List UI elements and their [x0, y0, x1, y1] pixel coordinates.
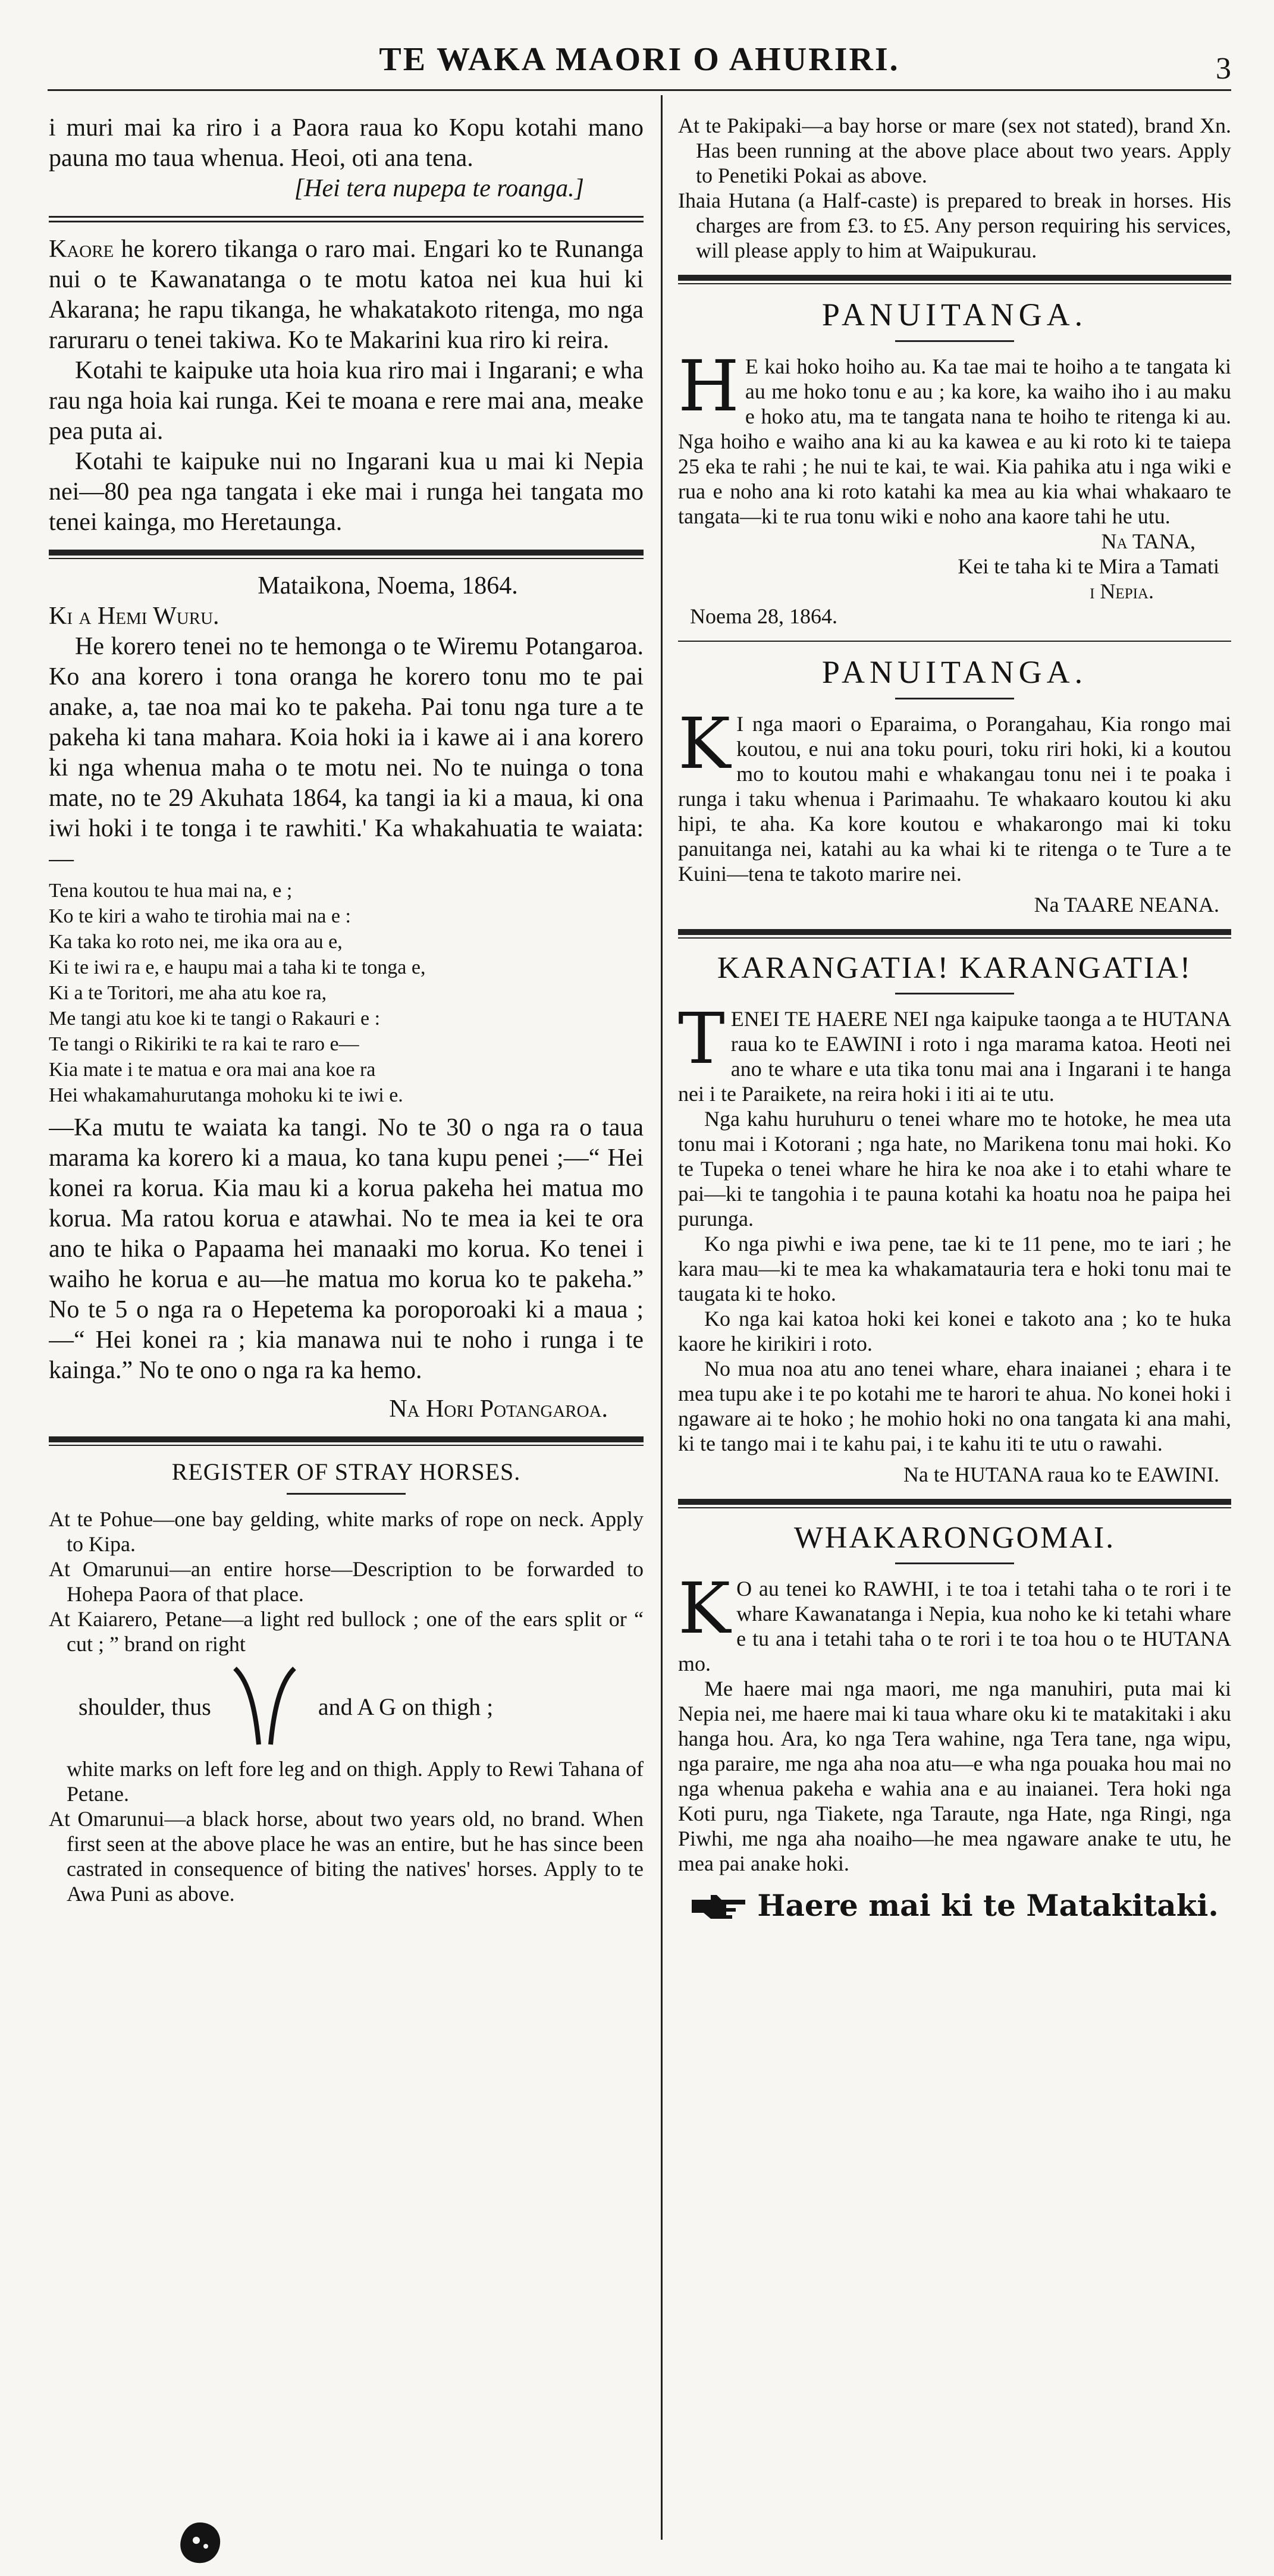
register-title-rule: [287, 1493, 406, 1495]
register-entry-3b: white marks on left fore leg and on thigh. Apply to Rewi Tahana of Petane.: [67, 1757, 644, 1806]
brand-mark-icon: [223, 1665, 306, 1748]
karangatia-signature: Na te HUTANA raua ko te EAWINI.: [903, 1463, 1219, 1486]
whakarongo-paragraph-1: [678, 1567, 1231, 1676]
section-rule-heavy: [678, 275, 1231, 284]
column-divider: [661, 95, 663, 2540]
poem-line: Ki a te Toritori, me aha atu koe ra,: [49, 982, 327, 1004]
notice-1-title: PANUITANGA.: [821, 297, 1088, 332]
letter-salutation: Ki a Hemi Wuru.: [49, 603, 219, 630]
brand-illustration-row: [49, 1665, 644, 1748]
article-text-1: he korero tikanga o raro mai. Engari ko te Runanga nui o te Kawanatanga o te motu katoa nei kua hui ki Akarana; he rapu tikanga, he whakatakoto ritenga, mo nga raruraru o tenei takiwa. Ko te Makarini kua riro ki reira.: [49, 236, 644, 354]
intro-signoff: [Hei tera nupepa te roanga.]: [294, 175, 584, 202]
poem-line: Hei whakamahurutanga mohoku ki te iwi e.: [49, 1084, 403, 1106]
karangatia-paragraph-1: [678, 997, 1231, 1106]
poem-line: Ka taka ko roto nei, me ika ora au e,: [49, 931, 343, 953]
poem-line: Te tangi o Rikiriki te ra kai te raro e—: [49, 1033, 359, 1055]
section-rule-heavy: [49, 1436, 644, 1446]
register-title: REGISTER OF STRAY HORSES.: [171, 1458, 521, 1485]
karangatia-paragraph-3: Ko nga piwhi e iwa pene, tae ki te 11 pene, mo te iari ; he kara mau—ki te mea ka whakamatauria tera e hoki tonu mai te taugata ki te hoko.: [678, 1232, 1231, 1306]
notice-2-signature: Na TAARE NEANA.: [1034, 893, 1219, 917]
notice-1-signature: Na TANA,: [1101, 529, 1195, 553]
poem-line: Tena koutou te hua mai na, e ;: [49, 880, 293, 902]
article-lead-word: Kaore: [49, 236, 114, 263]
notice-1-place: i Nepia.: [1090, 579, 1154, 603]
letter-signature: Na Hori Potangaroa.: [389, 1395, 608, 1423]
notice-2-dropcap: K: [678, 702, 731, 785]
poem-line: Ki te iwi ra e, e haupu mai a taha ki te tonga e,: [49, 956, 426, 978]
whakarongo-footer-text: Haere mai ki te Matakitaki.: [757, 1888, 1219, 1923]
whakarongo-text-1: O au tenei ko RAWHI, i te toa i tetahi taha o te rori i te whare Kawanatanga i Nepia, kua noho ke ki tetahi whare e tu ana i tetahi taha o te rori i te toa hou o te HUTANA mo.: [678, 1577, 1231, 1676]
notice-1-text: E kai hoko hoiho au. Ka tae mai te hoiho a te tangata ki au me hoko tonu e au ; ka kore, ka waiho iho i au maku e hoko atu, ma te tangata nana te hoiho te ritenga ki au. Nga hoiho e waiho ana ki au ka kawea e au ki roto ki te taiepa 25 eka te rahi ; he nui te kai, te wai. Kia pahika atu i nga wiki e rua e noho ana ki roto katahi ka mea au kia whai whakaaro te tangata—ki te rua tonu wiki e noho ana kaore tahi he utu.: [678, 354, 1231, 528]
register-entry-4: At Omarunui—a black horse, about two years old, no brand. When first seen at the above place he was an entire, but he has since been castrated in consequence of biting the natives' horses. Apply to te Awa Puni as above.: [49, 1807, 644, 1906]
masthead-rule: [48, 89, 1231, 91]
letter-dateline: Mataikona, Noema, 1864.: [258, 572, 518, 600]
stray-entry-hutana: Ihaia Hutana (a Half-caste) is prepared to break in horses. His charges are from £3. to £5. Any person requiring his services, will please apply to him at Waipukurau.: [678, 189, 1231, 262]
whakarongo-title: WHAKARONGOMAI.: [793, 1521, 1116, 1555]
register-entry-3: At Kaiarero, Petane—a light red bullock ; one of the ears split or “ cut ; ” brand on right: [49, 1607, 644, 1656]
article-paragraph-1: [49, 234, 644, 356]
letter-paragraph-1: He korero tenei no te hemonga o te Wiremu Potangaroa. Ko ana korero i tona oranga he korero tonu mo te pai anake, a, tae noa mai ko te pakeha. Pai tonu nga ture a te pakeha ki tana mahara. Koia hoki ia i kawe ai i ana korero ki nga whenua maha o te motu nei. No te nuinga o tona mate, no te 29 Akuhata 1864, ka tangi ia ki a maua, ki ona iwi hoki i te tonga i te rawhiti.' Ka whakahuatia te waiata:—: [49, 633, 644, 873]
section-rule-heavy: [678, 1499, 1231, 1508]
article-paragraph-3: Kotahi te kaipuke nui no Ingarani kua u mai ki Nepia nei—80 pea nga tangata i eke mai i runga hei tangata mo tenei kainga, mo Heretaunga.: [49, 448, 644, 536]
pointing-hand-icon: [691, 1891, 748, 1920]
poem-line: Ko te kiri a waho te tirohia mai na e :: [49, 905, 351, 927]
section-rule-thin: [678, 641, 1231, 642]
brand-prefix: shoulder, thus: [79, 1693, 211, 1720]
notice-2-text: I nga maori o Eparaima, o Porangahau, Kia rongo mai koutou, e nui ana toku pouri, toku riri hoki, ki a koutou mo to koutou mahi e whakangau tonu nei i te poaka i runga i taku whenua i Parimaahu. Te whakaaro koutou ki aku hipi, te aha. Ka kore koutou e whakarongo mai ki toku panuitanga nei, katahi au ka whai ki te ritenga o te Ture a te Kuini—tena te takoto marire nei.: [678, 712, 1231, 886]
article-paragraph-2: Kotahi te kaipuke uta hoia kua riro mai i Ingarani; e wha rau nga hoia kai runga. Kei te moana e rere mai ana, meake pea puta ai.: [49, 357, 644, 445]
poem-verse: [49, 878, 644, 1108]
masthead-title: TE WAKA MAORI O AHURIRI.: [379, 41, 900, 78]
intro-paragraph: i muri mai ka riro i a Paora raua ko Kopu kotahi mano pauna mo taua whenua. Heoi, oti ana tena.: [49, 114, 644, 172]
section-rule-heavy: [678, 929, 1231, 939]
right-column: [678, 113, 1231, 2552]
karangatia-title: KARANGATIA! KARANGATIA!: [717, 951, 1193, 985]
masthead: [48, 31, 1231, 90]
section-rule-heavy: [49, 550, 644, 559]
left-column: [49, 113, 644, 2552]
letter-paragraph-2: —Ka mutu te waiata ka tangi. No te 30 o nga ra o taua marama ka korero ki a maua, ko tana kupu penei ;—“ Hei konei ra korua. Kia mau ki a korua pakeha hei matua mo korua. Ma ratou korua e atawhai. No te mea ia kei te ora ano te hika o Papaama hei manaaki mo korua. Ko tenei i waiho he korua e au—he matua mo korua ko te pakeha.” No te 5 o nga ra o Hepetema ka poroporoaki ki a maua ;—“ Hei konei ra ; kia manawa nui te noho i runga i te kainga.” No te ono o nga ra ka hemo.: [49, 1114, 644, 1384]
notice-2-body: [678, 702, 1231, 886]
stray-entry-pakipaki: At te Pakipaki—a bay horse or mare (sex not stated), brand Xn. Has been running at the above place about two years. Apply to Penetiki Pokai as above.: [678, 114, 1231, 187]
karangatia-dropcap: T: [678, 997, 725, 1080]
brand-suffix: and A G on thigh ;: [318, 1693, 494, 1720]
whakarongo-title-rule: [895, 1562, 1014, 1564]
whakarongo-footer: [678, 1888, 1231, 1923]
poem-line: Me tangi atu koe ki te tangi o Rakauri e :: [49, 1008, 381, 1030]
register-entry-2: At Omarunui—an entire horse—Description to be forwarded to Hohepa Paora of that place.: [49, 1557, 644, 1606]
karangatia-paragraph-2: Nga kahu huruhuru o tenei whare mo te hotoke, he mea uta tonu mai i Kotorani ; nga hate, no Marikena tonu mai hoki. Ko te Tupeka o tenei whare he hira ke noa ake i to etahi whare te pai—ki te tangohia i te pauna kotahi ka hoatu noa he paipa hei purunga.: [678, 1107, 1231, 1231]
karangatia-title-rule: [895, 993, 1014, 994]
whakarongo-paragraph-2: Me haere mai nga maori, me nga manuhiri, puta mai ki Nepia nei, me haere mai ki taua whare oku ki te matakitaki i aku hanga hou. Ara, ko nga Tera wahine, nga Tera tane, nga wipu, nga paraire, me nga aha noa atu—e wha nga pouaka hou mai no nga whenua pakeha e wahia ana e au inaianei. Tera hoki nga Koti puru, nga Tiakete, nga Taraute, nga Hate, nga Ringi, nga Piwhi, me nga aha noaiho—he mea ngaware anake te utu, he mea pai anake hoki.: [678, 1677, 1231, 1875]
ink-blot-icon: [176, 2519, 224, 2566]
whakarongo-dropcap: K: [678, 1567, 731, 1649]
page-number: 3: [1216, 52, 1231, 86]
notice-1-dropcap: H: [678, 345, 739, 427]
karangatia-paragraph-4: Ko nga kai katoa hoki kei konei e takoto ana ; ko te huka kaore he kirikiri i roto.: [678, 1307, 1231, 1356]
karangatia-paragraph-5: No mua noa atu ano tenei whare, ehara inaianei ; ehara i te mea tupu ake i te po kotahi me te harori te ahua. No konei hoki i ngaware ai te hoko ; he mohio hoki no ona tangata ki ana mahi, ki te tango mai i te kahu pai, i te kahu iti te utu o rawahi.: [678, 1357, 1231, 1455]
notice-1-title-rule: [895, 340, 1014, 342]
register-entry-1: At te Pohue—one bay gelding, white marks of rope on neck. Apply to Kipa.: [49, 1507, 644, 1556]
notice-1-body: [678, 345, 1231, 529]
notice-2-title: PANUITANGA.: [821, 654, 1088, 690]
notice-1-location: Kei te taha ki te Mira a Tamati: [958, 554, 1219, 578]
karangatia-text-1: ENEI TE HAERE NEI nga kaipuke taonga a te HUTANA raua ko te EAWINI i roto i nga marama katoa. Heoti nei ano te whare e uta tika tonu mai ana i Ingarani i te hanga nei i te Paraikete, na reira hoki i iti ai te utu.: [678, 1007, 1231, 1106]
poem-line: Kia mate i te matua e ora mai ana koe ra: [49, 1059, 376, 1081]
notice-2-title-rule: [895, 698, 1014, 699]
section-rule: [49, 216, 644, 222]
notice-1-date: Noema 28, 1864.: [690, 604, 837, 628]
